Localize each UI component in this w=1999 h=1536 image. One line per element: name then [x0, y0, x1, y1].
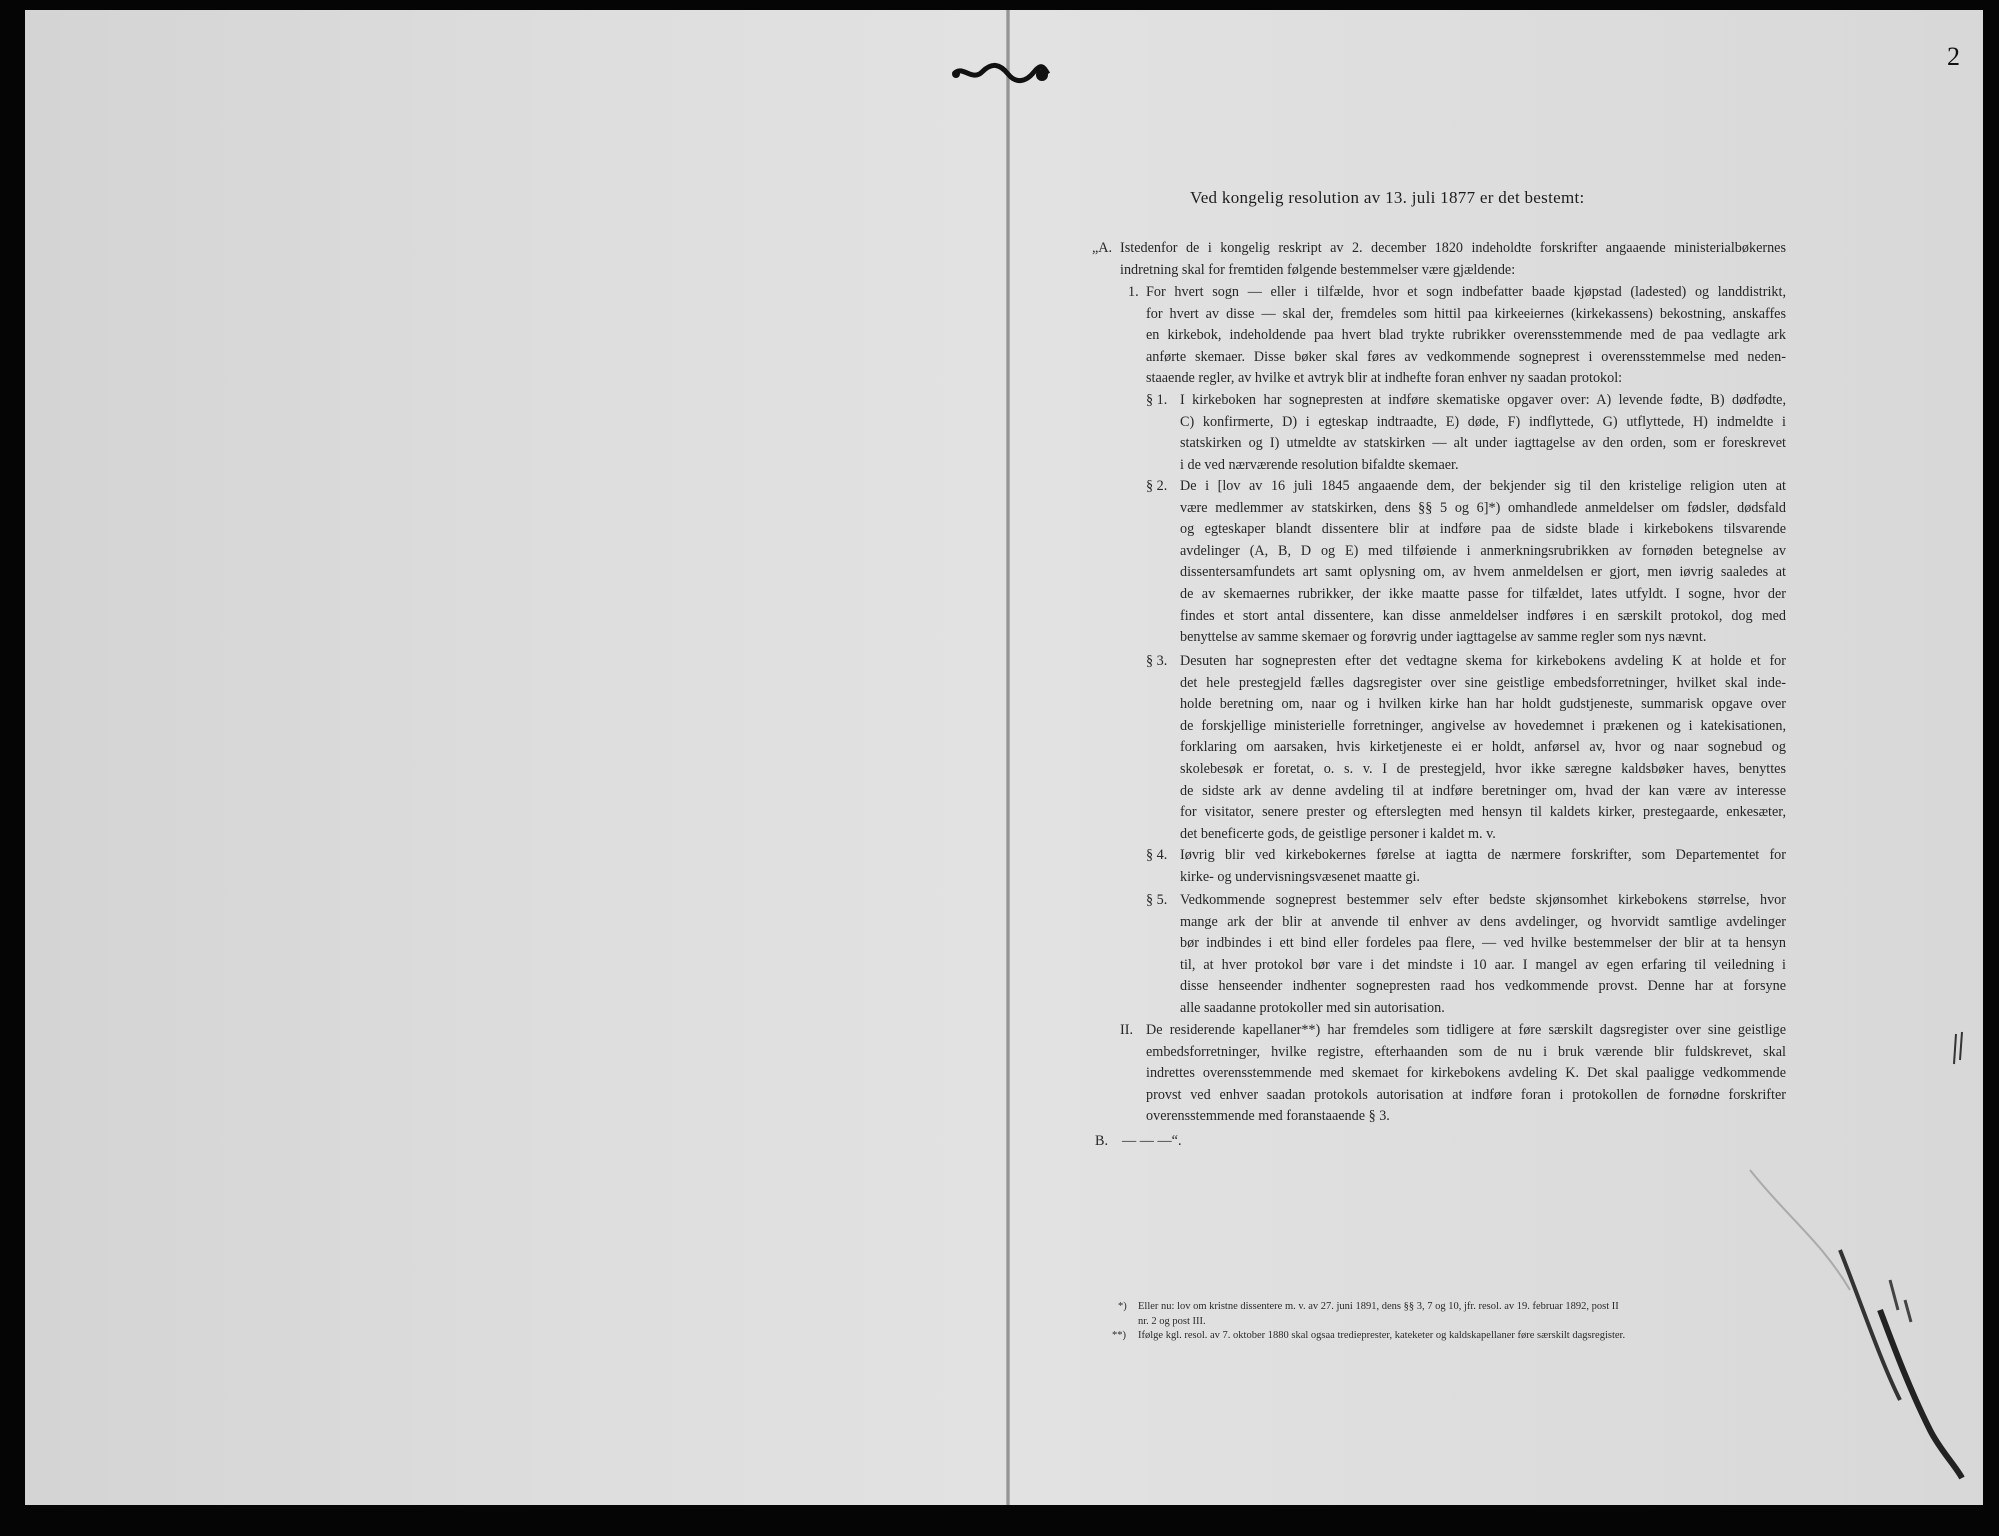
document-heading: Ved kongelig resolution av 13. juli 1877 er det bestemt: — [1190, 188, 1585, 207]
text-line: avdelinger (A, B, D og E) med tilføiende i anmerkningsrubrikken av fornøden betegnelse av — [1180, 542, 1786, 559]
text-line: til, at hver protokol bør vare i det mindste i 10 aar. I mangel av egen erfaring til veiledning i — [1180, 956, 1786, 973]
text-line: provst ved enhver saadan protokols autorisation at indføre foran i protokollen de fornødne forskrifter — [1146, 1086, 1786, 1103]
margin-pencil-mark — [1950, 1030, 1970, 1070]
text-line: for hvert av disse — skal der, fremdeles som hittil paa kirkeeiernes (kirkekassens) bekostning, anskaffes — [1146, 305, 1786, 322]
left-page — [25, 10, 1008, 1505]
text-line: alle saadanne protokoller med sin autorisation. — [1180, 999, 1445, 1016]
text-line: For hvert sogn — eller i tilfælde, hvor et sogn indbefatter baade kjøpstad (ladested) og landdistrikt, — [1146, 284, 1786, 300]
text-line: holde beretning om, naar og i hvilken kirke han har holdt gudstjeneste, summarisk opgave over — [1180, 696, 1786, 713]
text-line: staaende regler, av hvilke et avtryk blir at indhefte foran enhver ny saadan protokol: — [1146, 370, 1623, 387]
text-line: Istedenfor de i kongelig reskript av 2. december 1820 indeholdte forskrifter angaaende ministerialbøkernes — [1120, 240, 1786, 256]
text-line: og egteskaper blandt dissentere blir at indføre paa de sidste blade i kirkebokens tilsvarende — [1180, 521, 1786, 538]
text-line: benyttelse av samme skemaer og forøvrig under iagttagelse av samme regler som nys nævnt. — [1180, 629, 1707, 646]
footnote-line: Ifølge kgl. resol. av 7. oktober 1880 skal ogsaa tredieprester, kateketer og kaldskapellaner føre særskilt dagsregister. — [1138, 1330, 1626, 1341]
page-number: 2 — [1947, 42, 1960, 71]
paragraph-5-marker: § 5. — [1146, 892, 1168, 908]
paragraph-4-text — [1180, 845, 1786, 888]
text-line: en kirkebok, indeholdende paa hvert blad trykte rubrikker overensstemmende med de paa vedlagte ark — [1146, 327, 1786, 344]
text-line: forklaring om aarsaken, hvis kirketjeneste ei er holdt, anførsel av, hvor og naar sognebud og — [1180, 739, 1786, 756]
text-line: De i [lov av 16 juli 1845 angaaende dem, der bekjender sig til den kristelige religion uten at — [1180, 478, 1786, 494]
text-line: dissentersamfundets art samt oplysning om, av hvem anmeldelsen er gjort, men iøvrig saaledes at — [1180, 564, 1786, 581]
text-line: i de ved nærværende resolution bifaldte skemaer. — [1180, 456, 1459, 473]
text-line: Vedkommende sogneprest bestemmer selv efter bedste skjønsomhet kirkebokens størrelse, hvor — [1180, 892, 1786, 908]
text-line: statskirken og I) utmeldte av statskirken — alt under iagttagelse av den orden, som er foreskrevet — [1180, 435, 1786, 452]
text-line: Desuten har sognepresten efter det vedtagne skema for kirkebokens avdeling K at holde et for — [1180, 653, 1786, 669]
section-a-marker: „A. — [1092, 240, 1113, 256]
margin-pencil-marks — [1730, 1160, 1970, 1490]
paragraph-1-text — [1180, 390, 1786, 476]
paragraph-3-marker: § 3. — [1146, 653, 1168, 669]
paragraph-1-marker: § 1. — [1146, 392, 1168, 408]
text-line: disse henseender indhenter sognepresten raad hos vedkommende provst. Denne har at forsyne — [1180, 978, 1786, 995]
text-line: embedsforretninger, hvilke registre, efterhaanden som de nu i bruk værende blir fuldskrevet, skal — [1146, 1043, 1786, 1060]
item-1-text — [1146, 282, 1786, 390]
binding-ornament — [950, 60, 1050, 86]
text-line: overensstemmende med foranstaaende § 3. — [1146, 1108, 1390, 1125]
paragraph-2-marker: § 2. — [1146, 478, 1168, 494]
text-line: de sidste ark av denne avdeling til at indføre beretninger om, hvad der kan være av interesse — [1180, 782, 1786, 799]
text-line: anførte skemaer. Disse bøker skal føres av vedkommende sogneprest i overensstemmelse med neden- — [1146, 348, 1786, 365]
text-line: kirke- og undervisningsvæsenet maatte gi. — [1180, 868, 1420, 885]
text-line: mange ark der blir at anvende til enhver av dens avdelinger, og hvorvidt samtlige avdelinger — [1180, 913, 1786, 930]
footnote-2-text — [1138, 1329, 1788, 1344]
text-line: det hele prestegjeld fælles dagsregister over sine geistlige embedsforretninger, hvilket skal inde- — [1180, 674, 1786, 691]
text-line: de forskjellige ministerielle forretninger, angivelse av hovedemnet i prækenen og i katekisationen, — [1180, 717, 1786, 734]
text-line: bør indbindes i ett bind eller fordeles paa flere, — ved hvilke bestemmelser der blir at ta hensyn — [1180, 935, 1786, 952]
section-a-text — [1120, 238, 1786, 281]
paragraph-5-text — [1180, 890, 1786, 1020]
item-2-marker: II. — [1120, 1022, 1133, 1038]
text-line: C) konfirmerte, D) i egteskap indtraadte, E) døde, F) indflyttede, G) utflyttede, H) indmeldte i — [1180, 413, 1786, 430]
section-b-marker: B. — [1095, 1133, 1109, 1149]
footnote-2-mark: **) — [1112, 1330, 1126, 1341]
text-line: I kirkeboken har sognepresten at indføre skematiske opgaver over: A) levende fødte, B) dødfødte, — [1180, 392, 1786, 408]
text-line: skolebesøk er foretat, o. s. v. I de prestegjeld, hvor ikke særegne kaldsbøker haves, benyttes — [1180, 760, 1786, 777]
item-2-text — [1146, 1020, 1786, 1128]
text-line: for visitator, senere prester og efterslegten med hensyn til kaldets kirker, prestegaarde, enkesæter, — [1180, 804, 1786, 821]
footnote-1-mark: *) — [1118, 1301, 1127, 1312]
footnote-line: nr. 2 og post III. — [1138, 1315, 1206, 1327]
text-line: være medlemmer av statskirken, dens §§ 5 og 6]*) omhandlede anmeldelser om fødsler, dødsfald — [1180, 499, 1786, 516]
section-b-text: — — —“. — [1122, 1133, 1182, 1149]
footnote-line: Eller nu: lov om kristne dissentere m. v. av 27. juni 1891, dens §§ 3, 7 og 10, jfr. resol. av 19. februar 1892, post II — [1138, 1301, 1619, 1312]
bleed-through-mark — [370, 300, 440, 380]
text-line: de av skemaernes rubrikker, der ikke maatte passe for tilfældet, lates utfyldt. I sogne, hvor der — [1180, 585, 1786, 602]
paragraph-4-marker: § 4. — [1146, 847, 1168, 863]
book-gutter — [1006, 10, 1010, 1505]
text-line: Iøvrig blir ved kirkebokernes førelse at iagtta de nærmere forskrifter, som Departementet for — [1180, 847, 1786, 863]
text-line: indretning skal for fremtiden følgende bestemmelser være gjældende: — [1120, 261, 1516, 278]
paragraph-2-text — [1180, 476, 1786, 649]
text-line: De residerende kapellaner**) har fremdeles som tidligere at føre særskilt dagsregister over sine geistlige — [1146, 1022, 1786, 1038]
text-line: indrettes overensstemmende med skemaet for kirkebokens avdeling K. Det skal paaligge vedkommende — [1146, 1065, 1786, 1082]
paragraph-3-text — [1180, 651, 1786, 845]
text-line: det beneficerte gods, de geistlige personer i kaldet m. v. — [1180, 825, 1496, 842]
item-1-marker: 1. — [1128, 284, 1139, 300]
footnote-1-text — [1138, 1300, 1788, 1329]
text-line: findes et stort antal dissentere, kan disse anmeldelser indføres i en særskilt protokol, dog med — [1180, 607, 1786, 624]
